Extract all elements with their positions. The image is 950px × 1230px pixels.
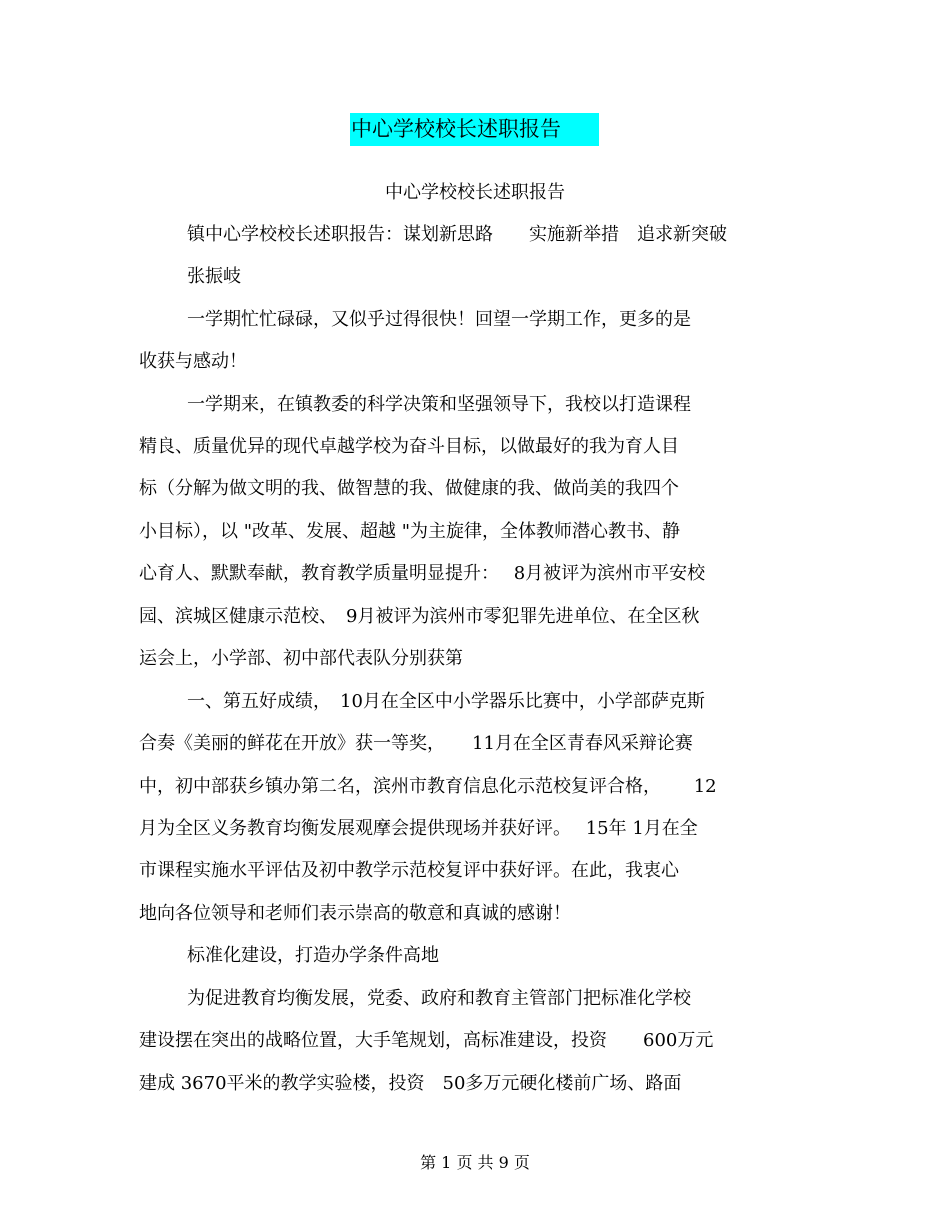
paragraph-line: 一、第五好成绩， 10月在全区中小学器乐比赛中，小学部萨克斯 xyxy=(187,691,705,712)
paragraph-line: 精良、质量优异的现代卓越学校为奋斗目标，以做最好的我为育人目 xyxy=(139,436,679,457)
paragraph-line: 园、滨城区健康示范校、 9月被评为滨州市零犯罪先进单位、在全区秋 xyxy=(139,606,700,627)
paragraph-line: 一学期来，在镇教委的科学决策和坚强领导下，我校以打造课程 xyxy=(187,394,691,415)
paragraph-line: 为促进教育均衡发展，党委、政府和教育主管部门把标准化学校 xyxy=(187,988,691,1009)
page-number-footer: 第 1 页 共 9 页 xyxy=(420,1153,530,1172)
paragraph-line: 小目标），以 "改革、发展、超越 "为主旋律，全体教师潜心教书、静 xyxy=(139,521,680,542)
paragraph-line: 建设摆在突出的战略位置，大手笔规划，高标准建设，投资 600万元 xyxy=(139,1030,714,1051)
report-title: 中心学校校长述职报告 xyxy=(385,182,565,203)
paragraph-line: 一学期忙忙碌碌，又似乎过得很快！回望一学期工作，更多的是 xyxy=(187,309,691,330)
author-line: 张振岐 xyxy=(187,266,241,287)
paragraph-line: 收获与感动！ xyxy=(139,351,247,372)
paragraph-line: 建成 3670平米的教学实验楼，投资 50多万元硬化楼前广场、路面 xyxy=(139,1073,682,1094)
paragraph-line: 市课程实施水平评估及初中教学示范校复评中获好评。在此，我衷心 xyxy=(139,860,679,881)
section-heading: 标准化建设，打造办学条件高地 xyxy=(187,945,439,966)
paragraph-line: 月为全区义务教育均衡发展观摩会提供现场并获好评。 15年 1月在全 xyxy=(139,818,698,839)
paragraph-line: 地向各位领导和老师们表示崇高的敬意和真诚的感谢！ xyxy=(139,903,571,924)
paragraph-line: 中，初中部获乡镇办第二名，滨州市教育信息化示范校复评合格， 12 xyxy=(139,776,717,797)
paragraph-line: 心育人、默默奉献，教育教学质量明显提升： 8月被评为滨州市平安校 xyxy=(139,563,706,584)
paragraph-line: 标（分解为做文明的我、做智慧的我、做健康的我、做尚美的我四个 xyxy=(139,478,679,499)
paragraph-line: 合奏《美丽的鲜花在开放》获一等奖， 11月在全区青春风采辩论赛 xyxy=(139,733,693,754)
highlighted-title: 中心学校校长述职报告 xyxy=(350,113,599,146)
paragraph-line: 镇中心学校校长述职报告：谋划新思路 实施新举措 追求新突破 xyxy=(187,224,727,245)
paragraph-line: 运会上，小学部、初中部代表队分别获第 xyxy=(139,648,463,669)
